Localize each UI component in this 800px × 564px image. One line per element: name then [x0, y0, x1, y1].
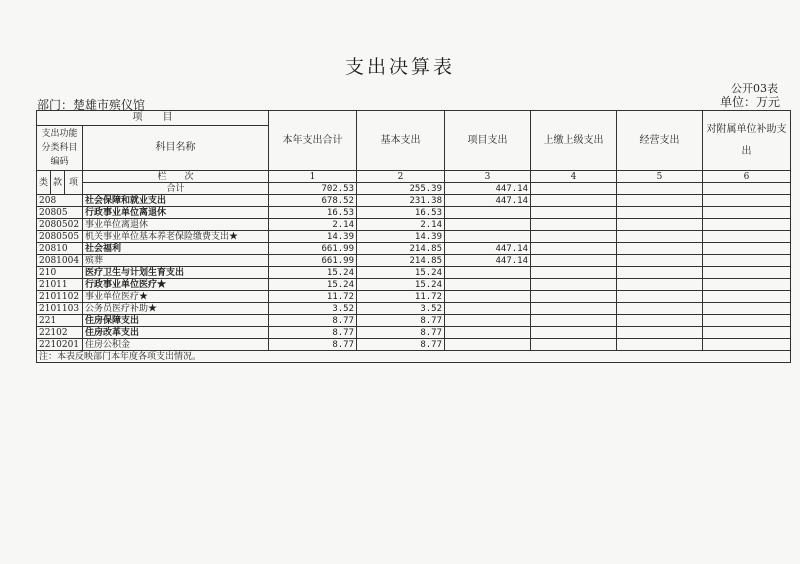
row-v2: 11.72 — [357, 291, 445, 303]
total-v5 — [617, 183, 703, 195]
total-v6 — [703, 183, 791, 195]
row-v5 — [617, 267, 703, 279]
row-v2: 14.39 — [357, 231, 445, 243]
row-v1: 2.14 — [269, 219, 357, 231]
page-title: 支出决算表 — [344, 56, 455, 78]
row-v5 — [617, 279, 703, 291]
row-v2: 3.52 — [357, 303, 445, 315]
row-code: 22102 — [37, 327, 83, 339]
row-code: 2080502 — [37, 219, 83, 231]
row-v4 — [531, 303, 617, 315]
row-v6 — [703, 339, 791, 351]
row-v2: 214.85 — [357, 255, 445, 267]
header-col-5: 经营支出 — [617, 111, 703, 171]
header-lanci: 栏 次 — [83, 171, 269, 183]
row-name: 住房保障支出 — [83, 315, 269, 327]
row-v6 — [703, 303, 791, 315]
row-v3 — [445, 339, 531, 351]
table-row — [37, 231, 791, 243]
row-name: 事业单位医疗★ — [83, 291, 269, 303]
row-v4 — [531, 255, 617, 267]
row-code: 2080505 — [37, 231, 83, 243]
row-v1: 8.77 — [269, 339, 357, 351]
total-label: 合计 — [83, 183, 269, 195]
row-v6 — [703, 195, 791, 207]
row-code: 20805 — [37, 207, 83, 219]
row-v1: 15.24 — [269, 267, 357, 279]
row-v2: 16.53 — [357, 207, 445, 219]
row-v6 — [703, 279, 791, 291]
total-v2: 255.39 — [357, 183, 445, 195]
row-name: 医疗卫生与计划生育支出 — [83, 267, 269, 279]
row-v6 — [703, 315, 791, 327]
row-v6 — [703, 327, 791, 339]
col-number-4: 4 — [531, 171, 617, 183]
row-v1: 661.99 — [269, 255, 357, 267]
row-v5 — [617, 291, 703, 303]
row-code: 2101103 — [37, 303, 83, 315]
row-v2: 8.77 — [357, 327, 445, 339]
col-number-3: 3 — [445, 171, 531, 183]
header-col-3: 项目支出 — [445, 111, 531, 171]
header-kuan: 款 — [51, 171, 65, 195]
row-v5 — [617, 303, 703, 315]
expenditure-table — [36, 110, 791, 363]
row-v5 — [617, 255, 703, 267]
row-name: 行政事业单位医疗★ — [83, 279, 269, 291]
row-v3 — [445, 303, 531, 315]
row-v4 — [531, 231, 617, 243]
row-v6 — [703, 267, 791, 279]
row-name: 社会保障和就业支出 — [83, 195, 269, 207]
col-number-6: 6 — [703, 171, 791, 183]
row-v1: 11.72 — [269, 291, 357, 303]
row-v4 — [531, 291, 617, 303]
row-v4 — [531, 219, 617, 231]
row-v5 — [617, 207, 703, 219]
table-row — [37, 327, 791, 339]
unit-label: 单位：万元 — [719, 95, 780, 109]
row-v4 — [531, 207, 617, 219]
row-code: 2210201 — [37, 339, 83, 351]
row-v4 — [531, 339, 617, 351]
row-v1: 3.52 — [269, 303, 357, 315]
table-row — [37, 315, 791, 327]
row-v6 — [703, 255, 791, 267]
row-v3: 447.14 — [445, 243, 531, 255]
row-v5 — [617, 195, 703, 207]
row-v3: 447.14 — [445, 195, 531, 207]
row-v2: 15.24 — [357, 267, 445, 279]
row-v3 — [445, 315, 531, 327]
row-v4 — [531, 195, 617, 207]
header-subject-name: 科目名称 — [83, 126, 269, 171]
row-v3 — [445, 219, 531, 231]
row-v1: 678.52 — [269, 195, 357, 207]
row-v2: 8.77 — [357, 315, 445, 327]
header-xiang: 项 — [65, 171, 83, 195]
table-row — [37, 255, 791, 267]
table-row — [37, 267, 791, 279]
row-name: 住房公积金 — [83, 339, 269, 351]
header-col-4: 上缴上级支出 — [531, 111, 617, 171]
col-number-5: 5 — [617, 171, 703, 183]
row-v1: 8.77 — [269, 327, 357, 339]
row-v3 — [445, 279, 531, 291]
row-name: 行政事业单位离退休 — [83, 207, 269, 219]
col-number-1: 1 — [269, 171, 357, 183]
header-col-1: 本年支出合计 — [269, 111, 357, 171]
row-v6 — [703, 291, 791, 303]
row-v6 — [703, 231, 791, 243]
row-v2: 231.38 — [357, 195, 445, 207]
row-v2: 214.85 — [357, 243, 445, 255]
row-v3 — [445, 327, 531, 339]
row-v1: 8.77 — [269, 315, 357, 327]
row-v3 — [445, 207, 531, 219]
row-name: 住房改革支出 — [83, 327, 269, 339]
table-row — [37, 279, 791, 291]
row-v4 — [531, 315, 617, 327]
row-name: 公务员医疗补助★ — [83, 303, 269, 315]
footnote: 注：本表反映部门本年度各项支出情况。 — [37, 351, 791, 363]
row-name: 机关事业单位基本养老保险缴费支出★ — [83, 231, 269, 243]
row-code: 208 — [37, 195, 83, 207]
row-v5 — [617, 219, 703, 231]
header-classification: 支出功能分类科目编码 — [37, 126, 83, 171]
row-code: 2101102 — [37, 291, 83, 303]
total-v3: 447.14 — [445, 183, 531, 195]
header-col-2: 基本支出 — [357, 111, 445, 171]
row-v2: 2.14 — [357, 219, 445, 231]
row-v1: 661.99 — [269, 243, 357, 255]
row-v3 — [445, 291, 531, 303]
row-v6 — [703, 243, 791, 255]
row-code: 210 — [37, 267, 83, 279]
row-v4 — [531, 267, 617, 279]
table-row — [37, 195, 791, 207]
form-code: 公开03表 — [731, 82, 778, 95]
table-row — [37, 339, 791, 351]
row-v2: 15.24 — [357, 279, 445, 291]
row-name: 社会福利 — [83, 243, 269, 255]
row-v1: 15.24 — [269, 279, 357, 291]
row-v1: 16.53 — [269, 207, 357, 219]
department-label: 部门：楚雄市殡仪馆 — [37, 98, 146, 112]
row-v5 — [617, 315, 703, 327]
table-row — [37, 207, 791, 219]
row-v4 — [531, 243, 617, 255]
row-code: 2081004 — [37, 255, 83, 267]
total-v4 — [531, 183, 617, 195]
header-lei: 类 — [37, 171, 51, 195]
row-name: 事业单位离退休 — [83, 219, 269, 231]
col-number-2: 2 — [357, 171, 445, 183]
row-v4 — [531, 327, 617, 339]
table-row — [37, 219, 791, 231]
row-v3 — [445, 231, 531, 243]
row-v5 — [617, 339, 703, 351]
total-v1: 702.53 — [269, 183, 357, 195]
row-code: 221 — [37, 315, 83, 327]
row-name: 殡葬 — [83, 255, 269, 267]
row-v4 — [531, 279, 617, 291]
row-code: 20810 — [37, 243, 83, 255]
row-v1: 14.39 — [269, 231, 357, 243]
header-item: 项 目 — [37, 111, 269, 126]
table-row — [37, 303, 791, 315]
row-code: 21011 — [37, 279, 83, 291]
header-col-6: 对附属单位补助支出 — [703, 111, 791, 171]
table-row — [37, 243, 791, 255]
row-v2: 8.77 — [357, 339, 445, 351]
row-v3 — [445, 267, 531, 279]
row-v6 — [703, 207, 791, 219]
row-v5 — [617, 231, 703, 243]
table-row — [37, 291, 791, 303]
row-v6 — [703, 219, 791, 231]
row-v5 — [617, 327, 703, 339]
row-v3: 447.14 — [445, 255, 531, 267]
row-v5 — [617, 243, 703, 255]
